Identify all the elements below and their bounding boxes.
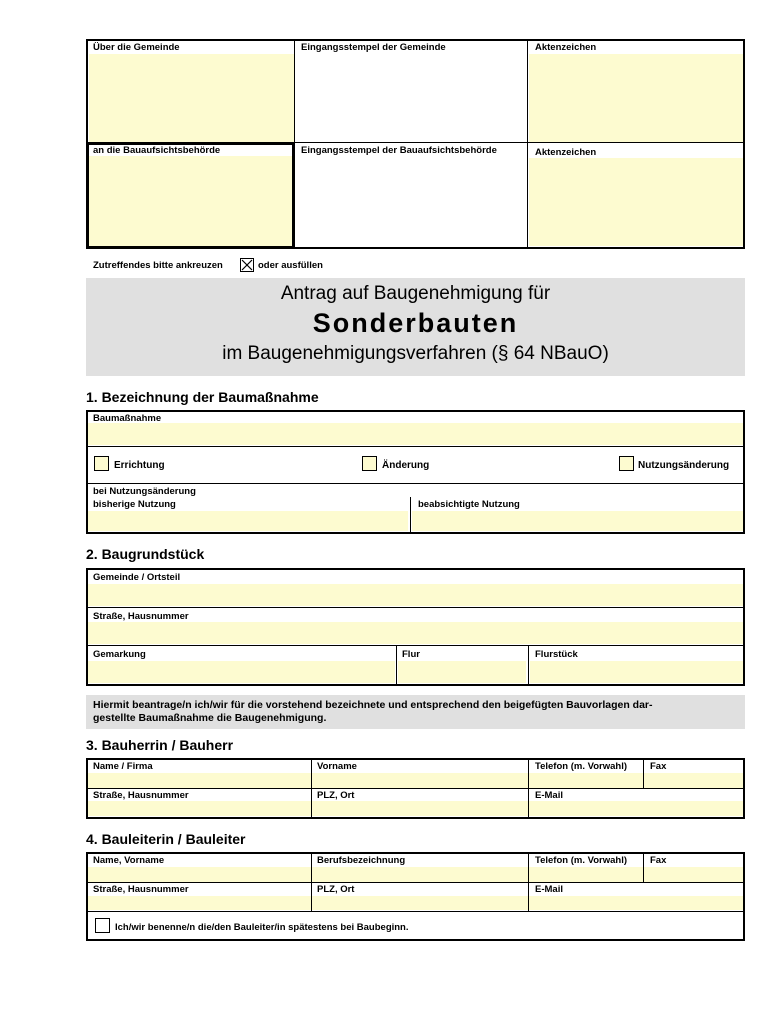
baumassnahme-label: Baumaßnahme	[93, 413, 162, 424]
bisherige-nutzung-label: bisherige Nutzung	[93, 499, 176, 510]
fax-label: Fax	[650, 761, 667, 772]
checked-box-icon	[240, 258, 254, 272]
flur-label: Flur	[402, 649, 420, 660]
beabsichtigte-nutzung-label: beabsichtigte Nutzung	[418, 499, 520, 510]
section-3-heading: 3. Bauherrin / Bauherr	[86, 737, 234, 753]
gemeinde-ortsteil-label: Gemeinde / Ortsteil	[93, 572, 181, 583]
telefon-label: Telefon (m. Vorwahl)	[535, 761, 628, 772]
nutzungsaenderung-checkbox[interactable]	[619, 456, 634, 471]
bei-nutzungsaenderung-label: bei Nutzungsänderung	[93, 486, 196, 497]
aenderung-label: Änderung	[382, 460, 430, 471]
hint-text: Zutreffendes bitte ankreuzen	[93, 260, 223, 271]
nutzungsaenderung-label: Nutzungsänderung	[638, 460, 730, 471]
ueber-gemeinde-label: Über die Gemeinde	[93, 42, 180, 53]
title-line1: Antrag auf Baugenehmigung für	[280, 283, 551, 304]
aenderung-checkbox[interactable]	[362, 456, 377, 471]
notice-line1: Hiermit beantrage/n ich/wir für die vorstehend bezeichnete und entsprechend den beigefügten Bauvorlagen dar-	[93, 699, 653, 711]
eingangsstempel-gemeinde-label: Eingangsstempel der Gemeinde	[301, 42, 446, 53]
flurstueck-label: Flurstück	[535, 649, 578, 660]
berufsbezeichnung-label: Berufsbezeichnung	[317, 855, 406, 866]
errichtung-label: Errichtung	[114, 460, 165, 471]
strasse-label: Straße, Hausnummer	[93, 790, 189, 801]
bauaufsicht-label: an die Bauaufsichtsbehörde	[93, 145, 221, 156]
section-1-heading: 1. Bezeichnung der Baumaßnahme	[86, 389, 319, 405]
section-2-heading: 2. Baugrundstück	[86, 546, 205, 562]
email-label: E-Mail	[535, 790, 563, 801]
fax-label: Fax	[650, 855, 667, 866]
benennen-label: Ich/wir benenne/n die/den Bauleiter/in spätestens bei Baubeginn.	[115, 922, 409, 933]
hint-text-2: oder ausfüllen	[258, 260, 323, 271]
telefon-label: Telefon (m. Vorwahl)	[535, 855, 628, 866]
gemarkung-label: Gemarkung	[93, 649, 146, 660]
aktenzeichen-label: Aktenzeichen	[535, 42, 597, 53]
benennen-checkbox[interactable]	[95, 918, 110, 933]
strasse-label: Straße, Hausnummer	[93, 611, 189, 622]
name-firma-label: Name / Firma	[93, 761, 153, 772]
strasse-label: Straße, Hausnummer	[93, 884, 189, 895]
notice-line2: gestellte Baumaßnahme die Baugenehmigung.	[93, 712, 327, 724]
errichtung-checkbox[interactable]	[94, 456, 109, 471]
title-main: Sonderbauten	[312, 308, 519, 338]
title-line3: im Baugenehmigungsverfahren (§ 64 NBauO)	[222, 343, 609, 364]
plz-ort-label: PLZ, Ort	[317, 884, 355, 895]
email-label: E-Mail	[535, 884, 563, 895]
plz-ort-label: PLZ, Ort	[317, 790, 355, 801]
eingangsstempel-bauaufsicht-label: Eingangsstempel der Bauaufsichtsbehörde	[301, 145, 497, 156]
aktenzeichen-label: Aktenzeichen	[535, 147, 597, 158]
name-vorname-label: Name, Vorname	[93, 855, 165, 866]
section-4-heading: 4. Bauleiterin / Bauleiter	[86, 831, 246, 847]
vorname-label: Vorname	[317, 761, 357, 772]
